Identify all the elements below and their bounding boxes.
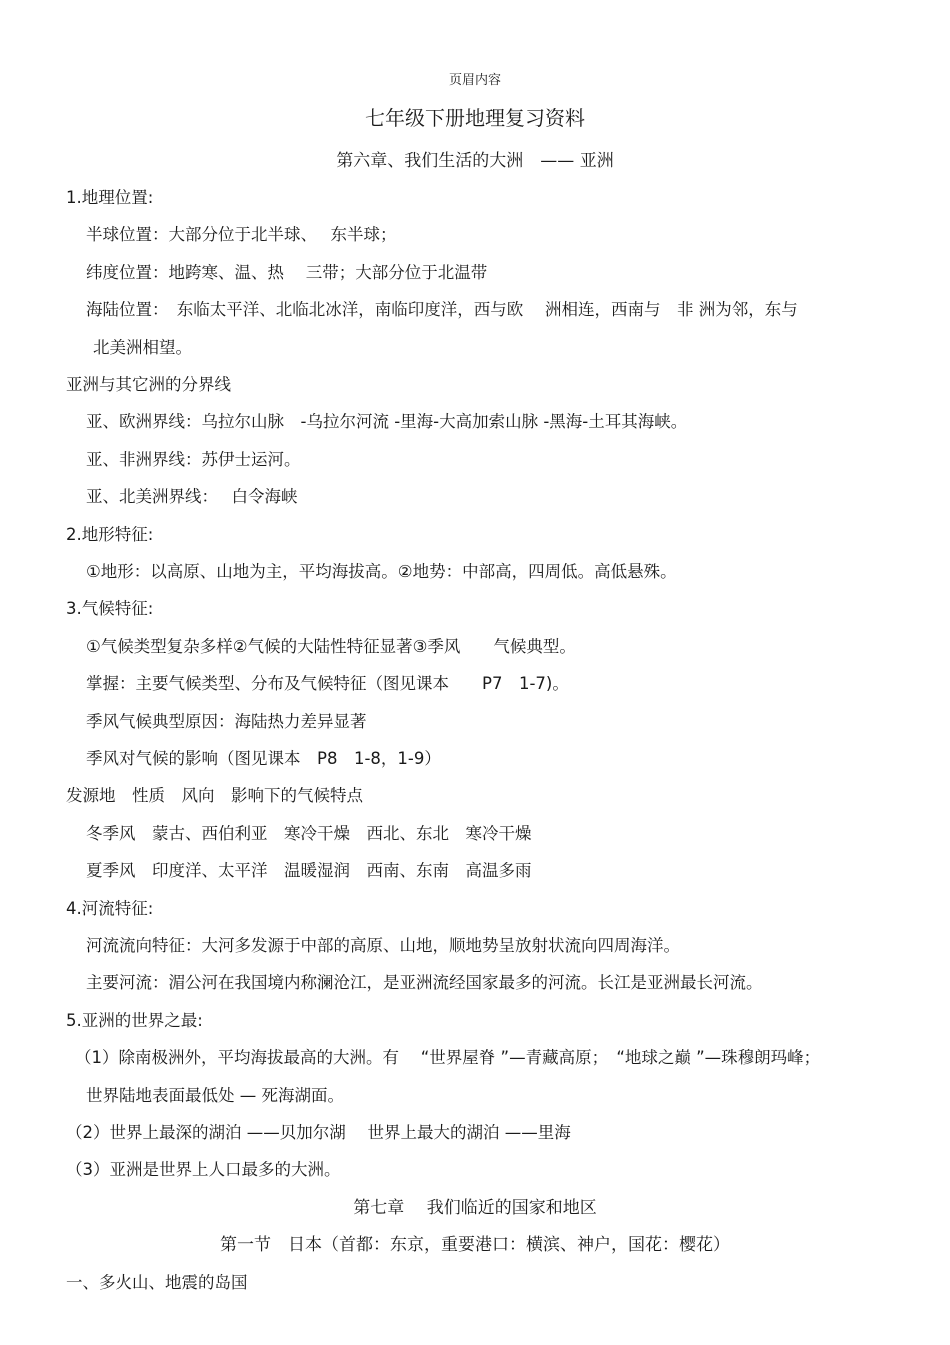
page-header: 页眉内容 xyxy=(448,73,501,88)
section-1-heading: 1.地理位置: xyxy=(66,188,154,207)
land-sea-position-line1: 海陆位置： 东临太平洋、北临北冰洋，南临印度洋，西与欧 洲相连，西南与 非 洲为邻，东与 xyxy=(86,300,798,319)
river-flow-text: 河流流向特征：大河多发源于中部的高原、山地，顺地势呈放射状流向四周海洋。 xyxy=(86,936,680,955)
asia-north-america-boundary: 亚、北美洲界线： 白令海峡 xyxy=(86,487,298,506)
latitude-position: 纬度位置：地跨寒、温、热 三带；大部分位于北温带 xyxy=(86,263,488,282)
asia-africa-boundary: 亚、非洲界线：苏伊士运河。 xyxy=(86,450,301,469)
main-rivers-text: 主要河流：湄公河在我国境内称澜沧江，是亚洲流经国家最多的河流。长江是亚洲最长河流。 xyxy=(86,973,763,992)
land-sea-position-line2: 北美洲相望。 xyxy=(93,338,192,357)
climate-types: ①气候类型复杂多样②气候的大陆性特征显著③季风 气候典型。 xyxy=(86,637,576,656)
chapter-7-title: 第七章 我们临近的国家和地区 xyxy=(353,1198,597,1218)
record-item-3: （3）亚洲是世界上人口最多的大洲。 xyxy=(66,1160,341,1179)
section-2-heading: 2.地形特征: xyxy=(66,525,154,544)
document-title: 七年级下册地理复习资料 xyxy=(365,106,585,130)
summer-monsoon-row: 夏季风 印度洋、太平洋 温暖湿润 西南、东南 高温多雨 xyxy=(86,861,532,880)
boundary-heading: 亚洲与其它洲的分界线 xyxy=(66,375,231,394)
chapter-6-title: 第六章、我们生活的大洲 —— 亚洲 xyxy=(336,151,614,171)
section-4-heading: 4.河流特征: xyxy=(66,899,154,918)
section-5-heading: 5.亚洲的世界之最: xyxy=(66,1011,203,1030)
monsoon-table-header: 发源地 性质 风向 影响下的气候特点 xyxy=(66,786,363,805)
monsoon-effect: 季风对气候的影响（图见课本 P8 1-8，1-9） xyxy=(86,749,441,768)
japan-heading: 一、多火山、地震的岛国 xyxy=(66,1273,248,1292)
section-1-title: 第一节 日本（首都：东京，重要港口：横滨、神户，国花：樱花） xyxy=(220,1235,730,1255)
record-item-1-line1: （1）除南极洲外，平均海拔最高的大洲。有 “世界屋脊 ”—青藏高原； “地球之巅 ”—珠穆朗玛峰； xyxy=(75,1048,821,1067)
section-3-heading: 3.气候特征: xyxy=(66,599,154,618)
climate-master: 掌握：主要气候类型、分布及气候特征（图见课本 P7 1-7)。 xyxy=(86,674,569,693)
asia-europe-boundary: 亚、欧洲界线：乌拉尔山脉 -乌拉尔河流 -里海-大高加索山脉 -黑海-土耳其海峡。 xyxy=(86,412,688,431)
record-item-1-line2: 世界陆地表面最低处 — 死海湖面。 xyxy=(86,1086,344,1105)
terrain-text: ①地形：以高原、山地为主，平均海拔高。②地势：中部高，四周低。高低悬殊。 xyxy=(86,562,677,581)
hemisphere-position: 半球位置：大部分位于北半球、 东半球； xyxy=(86,225,397,244)
monsoon-cause: 季风气候典型原因：海陆热力差异显著 xyxy=(86,712,367,731)
winter-monsoon-row: 冬季风 蒙古、西伯利亚 寒冷干燥 西北、东北 寒冷干燥 xyxy=(86,824,532,843)
record-item-2: （2）世界上最深的湖泊 ——贝加尔湖 世界上最大的湖泊 ——里海 xyxy=(66,1123,571,1142)
